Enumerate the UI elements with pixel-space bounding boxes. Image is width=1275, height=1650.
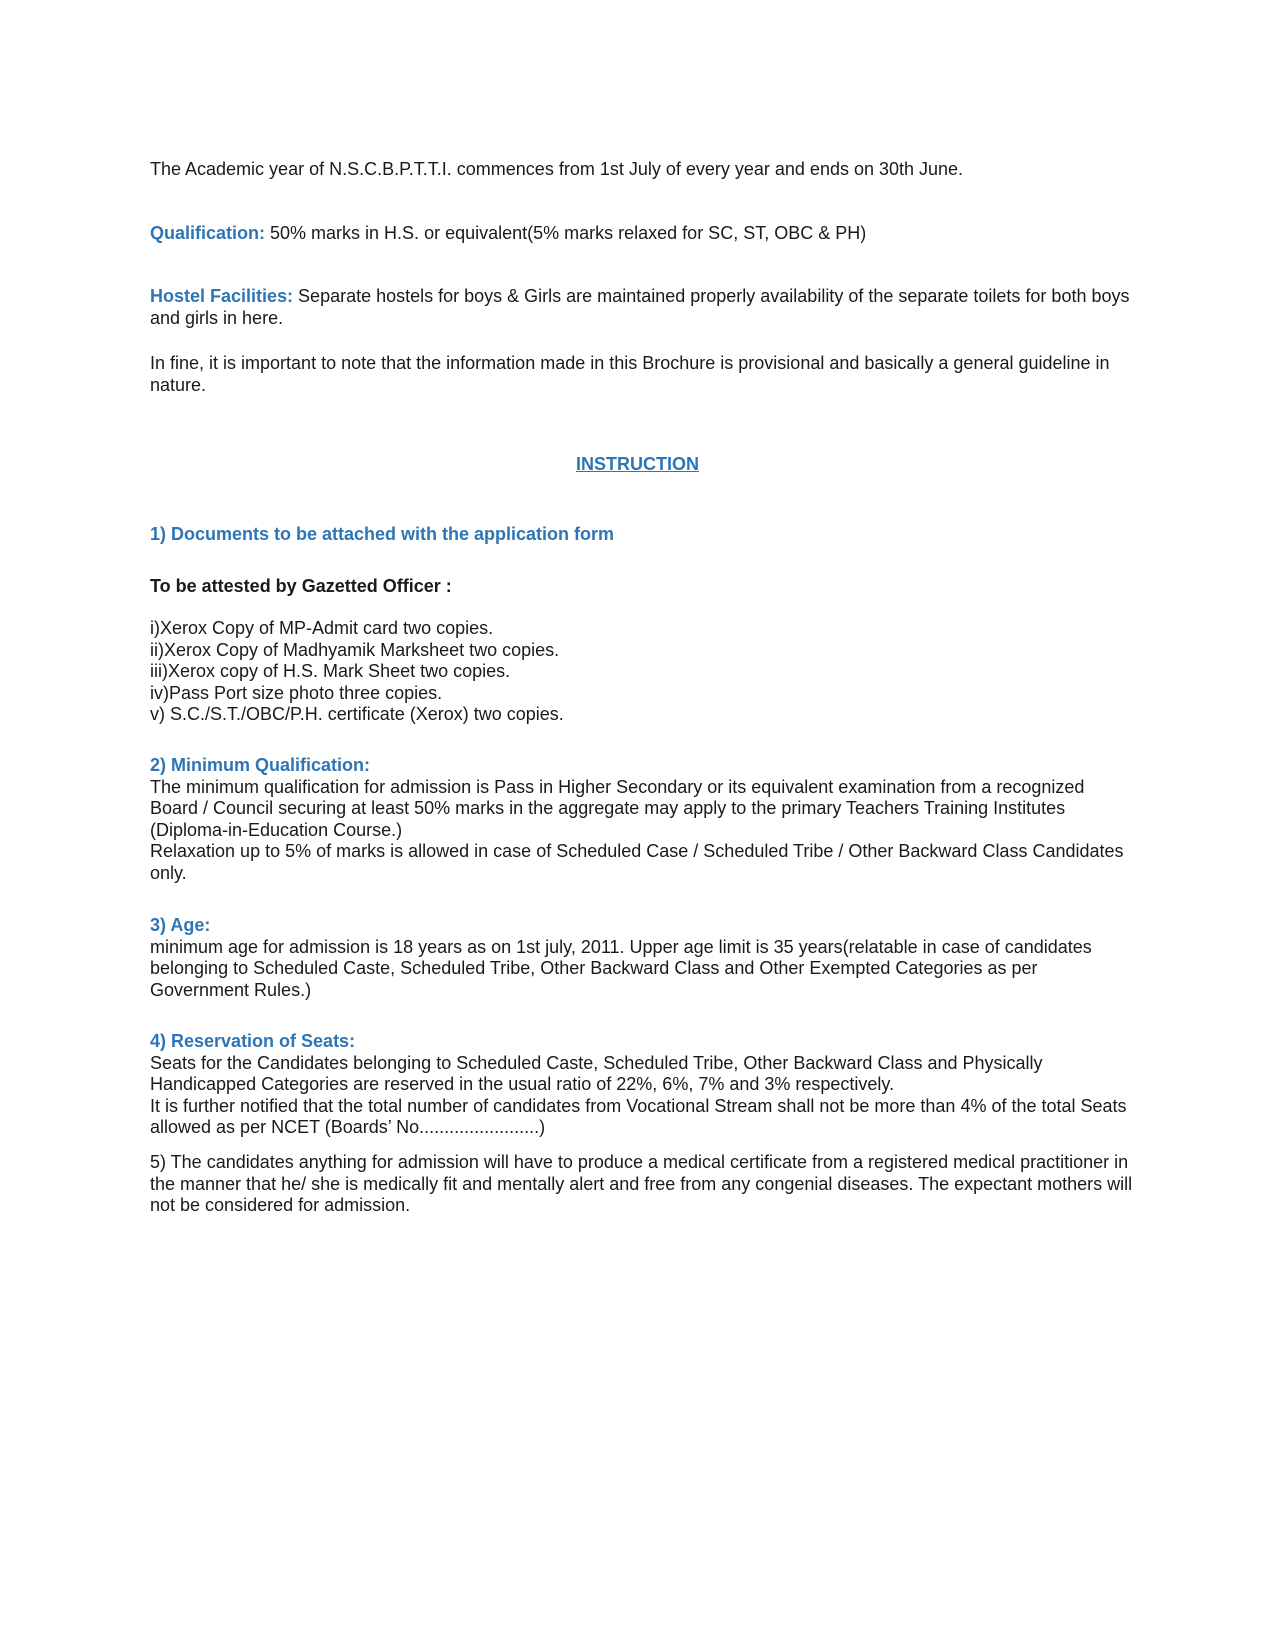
medical-text: 5) The candidates anything for admission will have to produce a medical certificate from a registered medical practitioner in the manner that he/ she is medically fit and mentally alert and free from any congenial diseases. The expectant mothers will not be considered for admission.	[150, 1152, 1133, 1215]
age-section	[150, 915, 1135, 1001]
age-text: minimum age for admission is 18 years as on 1st july, 2011. Upper age limit is 35 years(relatable in case of candidates belonging to Scheduled Caste, Scheduled Tribe, Other Backward Class and Other Exempted Categories as per Government Rules.)	[150, 936, 1092, 1000]
attest-heading: To be attested by Gazetted Officer :	[150, 576, 452, 596]
reservation-heading: 4) Reservation of Seats:	[150, 1031, 356, 1051]
min-qualification-para2: Relaxation up to 5% of marks is allowed in case of Scheduled Case / Scheduled Tribe / Other Backward Class Candidates only.	[150, 841, 1124, 883]
reservation-section	[150, 1031, 1135, 1139]
hostel-paragraph	[150, 285, 1135, 329]
hostel-label: Hostel Facilities:	[150, 286, 294, 306]
min-qualification-para1: The minimum qualification for admission is Pass in Higher Secondary or its equivalent examination from a recognized Board / Council securing at least 50% marks in the aggregate may apply to the primary Teachers Training Institutes (Diploma-in-Education Course.)	[150, 776, 1085, 840]
documents-heading: 1) Documents to be attached with the application form	[150, 524, 615, 544]
in-fine-text: In fine, it is important to note that the information made in this Brochure is provisional and basically a general guideline in nature.	[150, 353, 1110, 395]
list-item: v) S.C./S.T./OBC/P.H. certificate (Xerox) two copies.	[150, 704, 564, 724]
instruction-title: INSTRUCTION	[576, 454, 699, 474]
reservation-para2: It is further notified that the total number of candidates from Vocational Stream shall not be more than 4% of the total Seats allowed as per NCET (Boards’ No........................)	[150, 1095, 1127, 1137]
list-item: ii)Xerox Copy of Madhyamik Marksheet two copies.	[150, 639, 560, 660]
min-qualification-heading: 2) Minimum Qualification:	[150, 755, 371, 775]
qualification-paragraph	[150, 222, 1135, 244]
age-heading: 3) Age:	[150, 915, 211, 935]
list-item: i)Xerox Copy of MP-Admit card two copies.	[150, 618, 494, 638]
list-item: iv)Pass Port size photo three copies.	[150, 682, 443, 703]
reservation-para1: Seats for the Candidates belonging to Scheduled Caste, Scheduled Tribe, Other Backward Class and Physically Handicapped Categories are reserved in the usual ratio of 22%, 6%, 7% and 3% respectively.	[150, 1052, 1043, 1094]
qualification-text: 50% marks in H.S. or equivalent(5% marks relaxed for SC, ST, OBC & PH)	[265, 223, 867, 243]
qualification-label: Qualification:	[150, 223, 266, 243]
documents-list	[150, 618, 1135, 726]
list-item: iii)Xerox copy of H.S. Mark Sheet two copies.	[150, 661, 511, 681]
hostel-text: Separate hostels for boys & Girls are maintained properly availability of the separate toilets for both boys and girls in here.	[150, 286, 1130, 328]
academic-year-text: The Academic year of N.S.C.B.P.T.T.I. commences from 1st July of every year and ends on 30th June.	[150, 159, 964, 179]
min-qualification-section	[150, 755, 1135, 884]
